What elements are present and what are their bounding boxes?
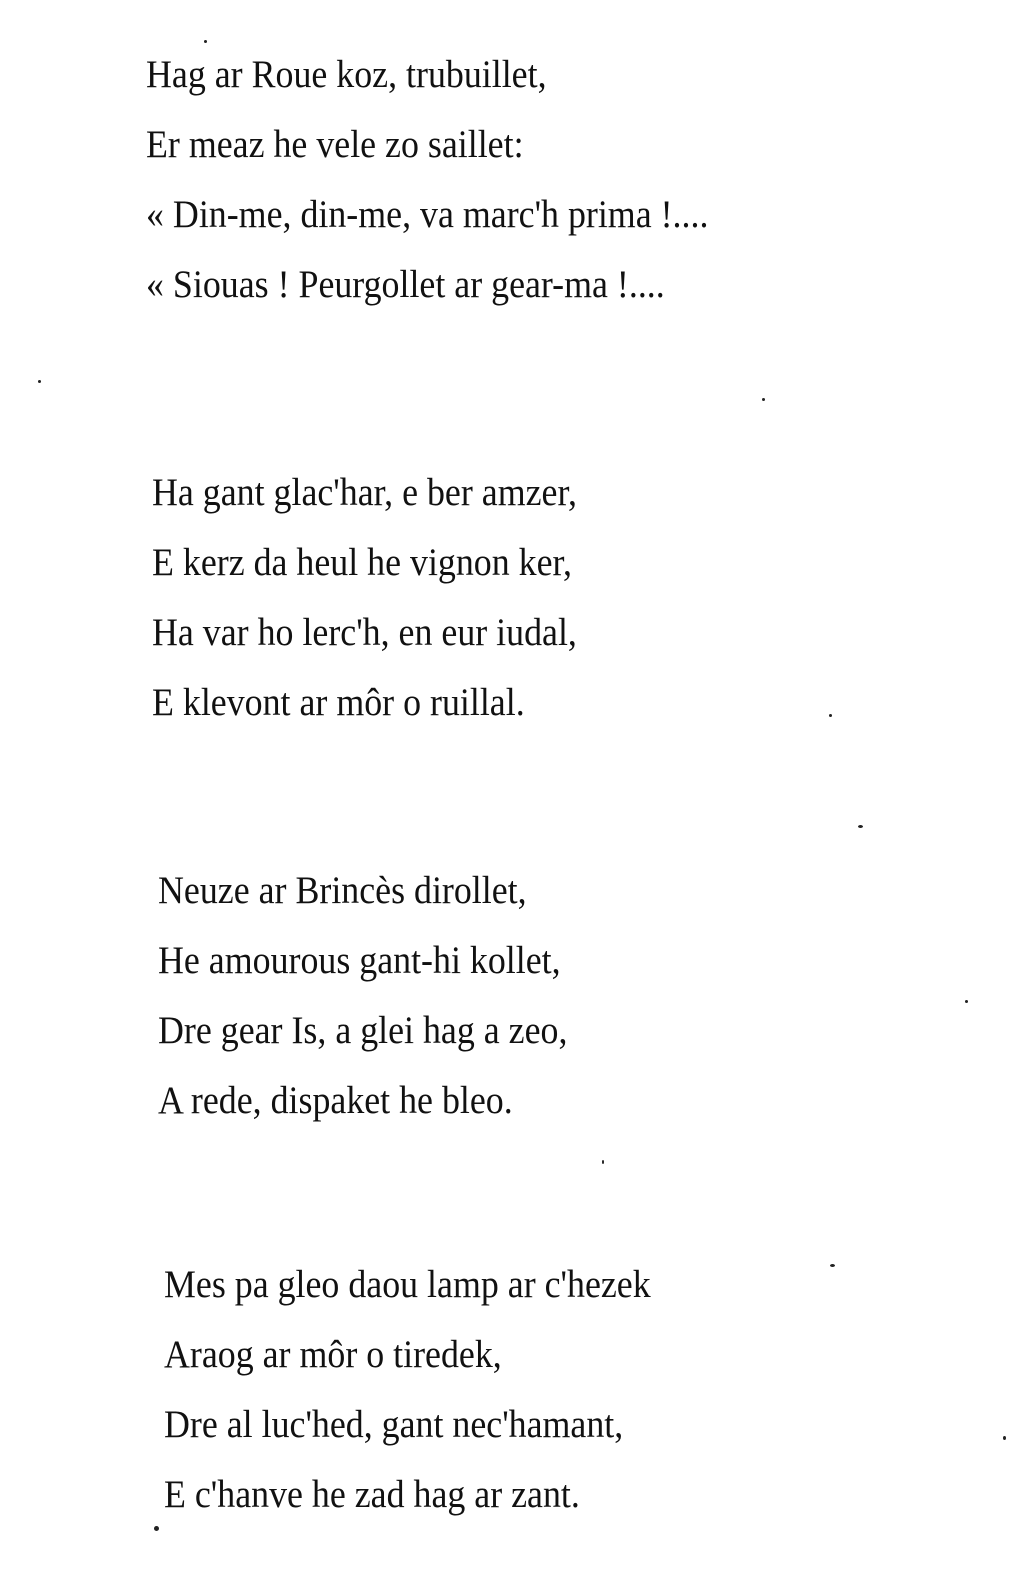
print-speck <box>1003 1436 1006 1440</box>
verse-line: « Siouas ! Peurgollet ar gear-ma !.... <box>146 263 665 306</box>
verse-line: He amourous gant-hi kollet, <box>158 939 561 982</box>
verse-line: Dre gear Is, a glei hag a zeo, <box>158 1009 568 1052</box>
print-speck <box>204 40 207 43</box>
stanza-4 <box>164 1250 693 1530</box>
verse-line: E c'hanve he zad hag ar zant. <box>164 1473 580 1516</box>
verse-line: Araog ar môr o tiredek, <box>164 1333 502 1376</box>
print-speck <box>830 1264 835 1267</box>
verse-line: A rede, dispaket he bleo. <box>158 1079 513 1122</box>
verse-line: Mes pa gleo daou lamp ar c'hezek <box>164 1263 651 1306</box>
verse-line: Er meaz he vele zo saillet: <box>146 123 524 166</box>
print-speck <box>762 398 765 401</box>
print-speck <box>858 825 863 828</box>
print-speck <box>829 714 832 717</box>
verse-line: « Din-me, din-me, va marc'h prima !.... <box>146 193 709 236</box>
print-speck <box>38 380 41 383</box>
stanza-3 <box>158 856 603 1136</box>
verse-line: Neuze ar Brincès dirollet, <box>158 869 527 912</box>
stanza-1 <box>146 40 757 320</box>
verse-line: Ha gant glac'har, e ber amzer, <box>152 471 577 514</box>
verse-line: Hag ar Roue koz, trubuillet, <box>146 53 547 96</box>
print-speck <box>154 1526 159 1531</box>
verse-line: Dre al luc'hed, gant nec'hamant, <box>164 1403 624 1446</box>
verse-line: E kerz da heul he vignon ker, <box>152 541 573 584</box>
verse-line: E klevont ar môr o ruillal. <box>152 681 525 724</box>
print-speck <box>602 1160 604 1164</box>
stanza-2 <box>152 458 614 738</box>
print-speck <box>965 1000 968 1003</box>
verse-line: Ha var ho lerc'h, en eur iudal, <box>152 611 577 654</box>
